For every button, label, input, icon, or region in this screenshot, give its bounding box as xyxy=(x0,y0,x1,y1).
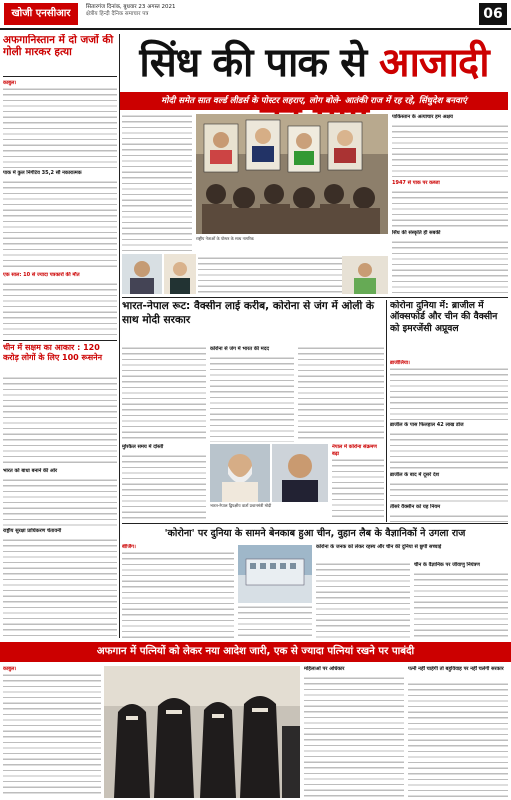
left-story-text-lines-5 xyxy=(3,538,117,636)
left-story-subhead-1: पाक में कुल निगेटिव 35,2 सौ नकारात्मक xyxy=(3,170,82,176)
brazil-subhead-3: तीसरे वैक्सीन को यह नियम xyxy=(390,504,441,510)
brazil-dateline: ब्राजीलिया। xyxy=(390,360,410,366)
masthead xyxy=(0,0,511,30)
brazil-text-lines-2 xyxy=(390,432,508,470)
main-story-subhead-2: 1947 से पाक पर कब्जा xyxy=(392,180,440,186)
wuhan-lab-photo xyxy=(238,545,312,603)
left-story-subhead-2: एक साल: 10 से ज्यादा पत्रकारों की मौत xyxy=(3,272,80,278)
sindh-protest-photo xyxy=(196,114,388,234)
afghan-subhead-1: महिलाओं पर अधिकार xyxy=(304,666,345,672)
wuhan-subhead-2: चीन के वैज्ञानिक पर जीवाणु नियंत्रण xyxy=(414,562,480,568)
nepal-text-col-1b xyxy=(122,454,206,520)
dateline xyxy=(86,4,176,18)
wuhan-text-col-1 xyxy=(122,551,234,639)
modi-photo xyxy=(210,444,270,502)
main-story-subhead-3: सिंध की संस्कृति ही सबकी xyxy=(392,230,441,236)
nepal-subhead-2: मुश्किल समय में दोस्ती xyxy=(122,444,164,450)
afghan-women-photo xyxy=(104,666,300,798)
afghan-text-col-2 xyxy=(304,676,404,798)
left-story-subhead-4: राष्ट्रीय सुरक्षा प्राधिकरण चेतावनी xyxy=(3,528,62,534)
afghan-text-col-1 xyxy=(3,673,101,799)
main-story-text-col-3a xyxy=(392,124,508,178)
page-number: 06 xyxy=(479,3,507,25)
left-story-dateline: काबुल। xyxy=(3,80,17,86)
left-story-subhead-3: भारत को बाधा बनाने की ओर xyxy=(3,468,58,474)
china-box-headline: चीन में सक्षम का आकार : 120 करोड़ लोगों के लिए 100 रूसनेन xyxy=(3,343,103,362)
main-story-text-col-3c xyxy=(392,240,508,294)
left-story-text-lines-2 xyxy=(3,180,117,270)
main-headline: सिंध की पाक से आजादी xyxy=(139,40,489,86)
main-photo-caption: राष्ट्रीय नेताओं के पोस्टर के साथ नागरिक xyxy=(196,236,254,241)
left-headline-box xyxy=(3,34,117,76)
nepal-headline-box xyxy=(122,300,384,344)
brazil-headline-box xyxy=(390,300,508,358)
poster-photo-2 xyxy=(164,254,196,294)
nepal-headline: भारत-नेपाल रूट: वैक्सीन लाई करीब, कोरोना से जंग में ओली के साथ मोदी सरकार xyxy=(122,300,375,326)
wuhan-text-col-2b xyxy=(238,605,312,638)
left-story-text-lines-4 xyxy=(3,478,117,526)
brazil-subhead-1: ब्राजील के पास फिलहाल 42 लाख डोज xyxy=(390,422,464,428)
nepal-subhead-1: कोरोना से जंग में भारत की मदद xyxy=(210,346,270,352)
brazil-text-lines-4 xyxy=(390,514,508,522)
brazil-text-lines-3 xyxy=(390,482,508,502)
main-story-subhead-1: पाकिस्तान के अत्याचार हम अक्षय xyxy=(392,114,453,120)
main-story-text-col-1 xyxy=(122,114,192,252)
wuhan-dateline: बीजिंग। xyxy=(122,544,136,550)
afghan-headline: अफगान में पत्नियों को लेकर नया आदेश जारी, एक से ज्यादा पत्नियां रखने पर पाबंदी xyxy=(0,642,511,662)
main-story-text-col-3b xyxy=(392,190,508,228)
brazil-subhead-2: ब्राजील के बाद में दूसरे देश xyxy=(390,472,440,478)
wuhan-headline-box xyxy=(122,526,508,542)
main-subheadline: मोदी समेत सात वर्ल्ड लीडर्स के पोस्टर लहराए, लोग बोले- आतंकी राज में रह रहे, सिंधुदेश बनवाएं xyxy=(120,92,508,110)
wuhan-text-col-3 xyxy=(316,562,410,638)
paper-type-text: क्षेत्रीय हिन्दी दैनिक समाचार पत्र xyxy=(86,11,149,17)
nepal-text-col-3b xyxy=(332,458,384,520)
nepal-text-col-3 xyxy=(298,346,384,442)
date-text: सितारगंज दिनांक, बुधवार 23 अगस्त 2021 xyxy=(86,4,176,10)
oli-photo xyxy=(272,444,328,502)
nepal-photo-caption-2: नेपाल में कोरोना संक्रमण बढ़ा xyxy=(332,444,377,456)
afghan-text-col-3 xyxy=(408,682,508,798)
afghan-subhead-2: पत्नी नहीं चाहेगी तो बहुविवाह पर नहीं चलेगी सरकार xyxy=(408,666,504,672)
nepal-text-col-2 xyxy=(210,356,294,442)
afghan-dateline: काबुल। xyxy=(3,666,17,672)
wuhan-subhead-1: कोरोना के जनक को लेकर रहस्य और चीन की दुनिया से छुपी सच्चाई xyxy=(316,544,442,550)
brazil-headline: कोरोना दुनिया में: ब्राजील में ऑक्सफोर्ड और चीन की वैक्सीन को इमरजेंसी अप्रूवल xyxy=(390,300,498,334)
brand-logo: खोजी एनसीआर xyxy=(4,3,78,25)
nepal-text-col-1 xyxy=(122,346,206,442)
china-box-text-lines xyxy=(3,376,117,466)
left-story-text-lines-3 xyxy=(3,282,117,338)
left-story-headline: अफगानिस्तान में दो जजों की गोली मारकर हत्या xyxy=(3,34,114,58)
poster-photo-1 xyxy=(122,254,162,294)
wuhan-headline: 'कोरोना' पर दुनिया के सामने बेनकाब हुआ चीन, वुहान लैब के वैज्ञानिकों ने उगला राज xyxy=(164,528,466,539)
brazil-text-lines-1 xyxy=(390,367,508,421)
poster-photo-3 xyxy=(342,256,388,294)
wuhan-text-col-4 xyxy=(414,572,508,638)
left-story-body xyxy=(3,80,117,168)
left-story-text-lines xyxy=(3,87,117,169)
nepal-photo-caption-1: भारत-नेपाल द्विपक्षीय वार्ता प्रधानमंत्री मोदी xyxy=(210,503,272,508)
